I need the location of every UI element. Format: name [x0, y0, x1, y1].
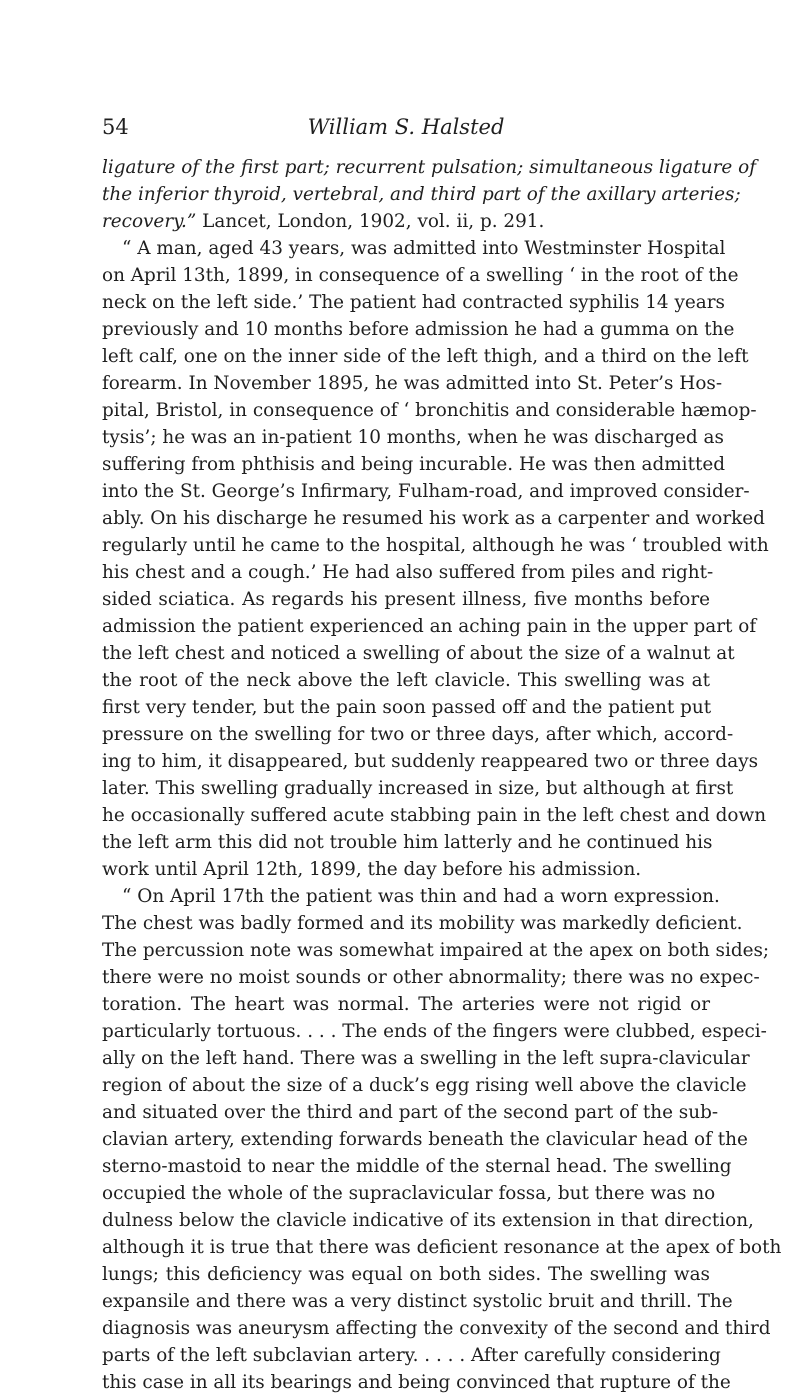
text-line: although it is true that there was deficient resonance at the apex of both: [102, 1237, 782, 1258]
text-line: work until April 12th, 1899, the day before his admission.: [102, 859, 642, 880]
text-line: clavian artery, extending forwards beneath the clavicular head of the: [102, 1129, 748, 1150]
running-head: [102, 113, 710, 143]
text-line: toration. The heart was normal. The arteries were not rigid or: [102, 994, 710, 1015]
text-line: occupied the whole of the supraclavicular fossa, but there was no: [102, 1183, 716, 1204]
page-number: 54: [102, 115, 129, 139]
text-line: particularly tortuous. . . . The ends of the fingers were clubbed, especi-: [102, 1021, 767, 1042]
text-line: the root of the neck above the left clavicle. This swelling was at: [102, 670, 710, 691]
text-line: ally on the left hand. There was a swelling in the left supra-clavicular: [102, 1048, 750, 1069]
text-line: The percussion note was somewhat impaired at the apex on both sides;: [102, 940, 770, 961]
text-line: there were no moist sounds or other abnormality; there was no expec-: [102, 967, 760, 988]
text-line: forearm. In November 1895, he was admitted into St. Peter’s Hos-: [102, 373, 723, 394]
text-line: pital, Bristol, in consequence of ‘ bronchitis and considerable hæmop-: [102, 400, 757, 421]
text-line: [102, 154, 757, 181]
text-line: on April 13th, 1899, in consequence of a swelling ‘ in the root of the: [102, 265, 739, 286]
text-line: diagnosis was aneurysm affecting the convexity of the second and third: [102, 1318, 771, 1339]
text-line: sided sciatica. As regards his present illness, five months before: [102, 589, 710, 610]
text-line: neck on the left side.’ The patient had contracted syphilis 14 years: [102, 292, 725, 313]
text-line: regularly until he came to the hospital, although he was ‘ troubled with: [102, 535, 769, 556]
text-line: “ On April 17th the patient was thin and had a worn expression.: [122, 886, 720, 907]
text-line: ing to him, it disappeared, but suddenly reappeared two or three days: [102, 751, 759, 772]
text-line: later. This swelling gradually increased in size, but although at first: [102, 778, 734, 799]
running-title: William S. Halsted: [307, 115, 505, 139]
text-line: expansile and there was a very distinct systolic bruit and thrill. The: [102, 1291, 733, 1312]
text-line: The chest was badly formed and its mobility was markedly deficient.: [102, 913, 743, 934]
text-line: pressure on the swelling for two or three days, after which, accord-: [102, 724, 734, 745]
text-line: he occasionally suffered acute stabbing pain in the left chest and down: [102, 805, 767, 826]
text-line: sterno-mastoid to near the middle of the sternal head. The swelling: [102, 1156, 732, 1177]
citation-source: Lancet, London, 1902, vol. ii, p. 291.: [196, 211, 545, 232]
text-line: first very tender, but the pain soon passed off and the patient put: [102, 697, 712, 718]
text-line: left calf, one on the inner side of the left thigh, and a third on the left: [102, 346, 749, 367]
body-text: [102, 154, 782, 1396]
citation-title: ligature of the first part; recurrent pulsation; simultaneous ligature of: [102, 157, 757, 178]
text-line: the left arm this did not trouble him latterly and he continued his: [102, 832, 713, 853]
text-line: admission the patient experienced an aching pain in the upper part of: [102, 616, 757, 637]
text-line: this case in all its bearings and being convinced that rupture of the: [102, 1372, 731, 1393]
text-line: “ A man, aged 43 years, was admitted into Westminster Hospital: [122, 238, 726, 259]
text-line: his chest and a cough.’ He had also suffered from piles and right-: [102, 562, 714, 583]
text-line: region of about the size of a duck’s egg rising well above the clavicle: [102, 1075, 747, 1096]
text-line: ably. On his discharge he resumed his work as a carpenter and worked: [102, 508, 765, 529]
text-line: tysis’; he was an in-patient 10 months, when he was discharged as: [102, 427, 724, 448]
text-line: the left chest and noticed a swelling of about the size of a walnut at: [102, 643, 735, 664]
text-line: into the St. George’s Infirmary, Fulham-road, and improved consider-: [102, 481, 750, 502]
citation-title: recovery.”: [102, 211, 197, 232]
text-line: suffering from phthisis and being incurable. He was then admitted: [102, 454, 726, 475]
text-line: parts of the left subclavian artery. . . . . After carefully considering: [102, 1345, 721, 1366]
text-line: previously and 10 months before admission he had a gumma on the: [102, 319, 735, 340]
text-line: lungs; this deficiency was equal on both sides. The swelling was: [102, 1264, 710, 1285]
text-line: and situated over the third and part of the second part of the sub-: [102, 1102, 719, 1123]
text-line: [102, 181, 741, 208]
text-line: [102, 208, 710, 235]
text-line: dulness below the clavicle indicative of its extension in that direction,: [102, 1210, 754, 1231]
citation-title: the inferior thyroid, vertebral, and third part of the axillary arteries;: [102, 184, 741, 205]
